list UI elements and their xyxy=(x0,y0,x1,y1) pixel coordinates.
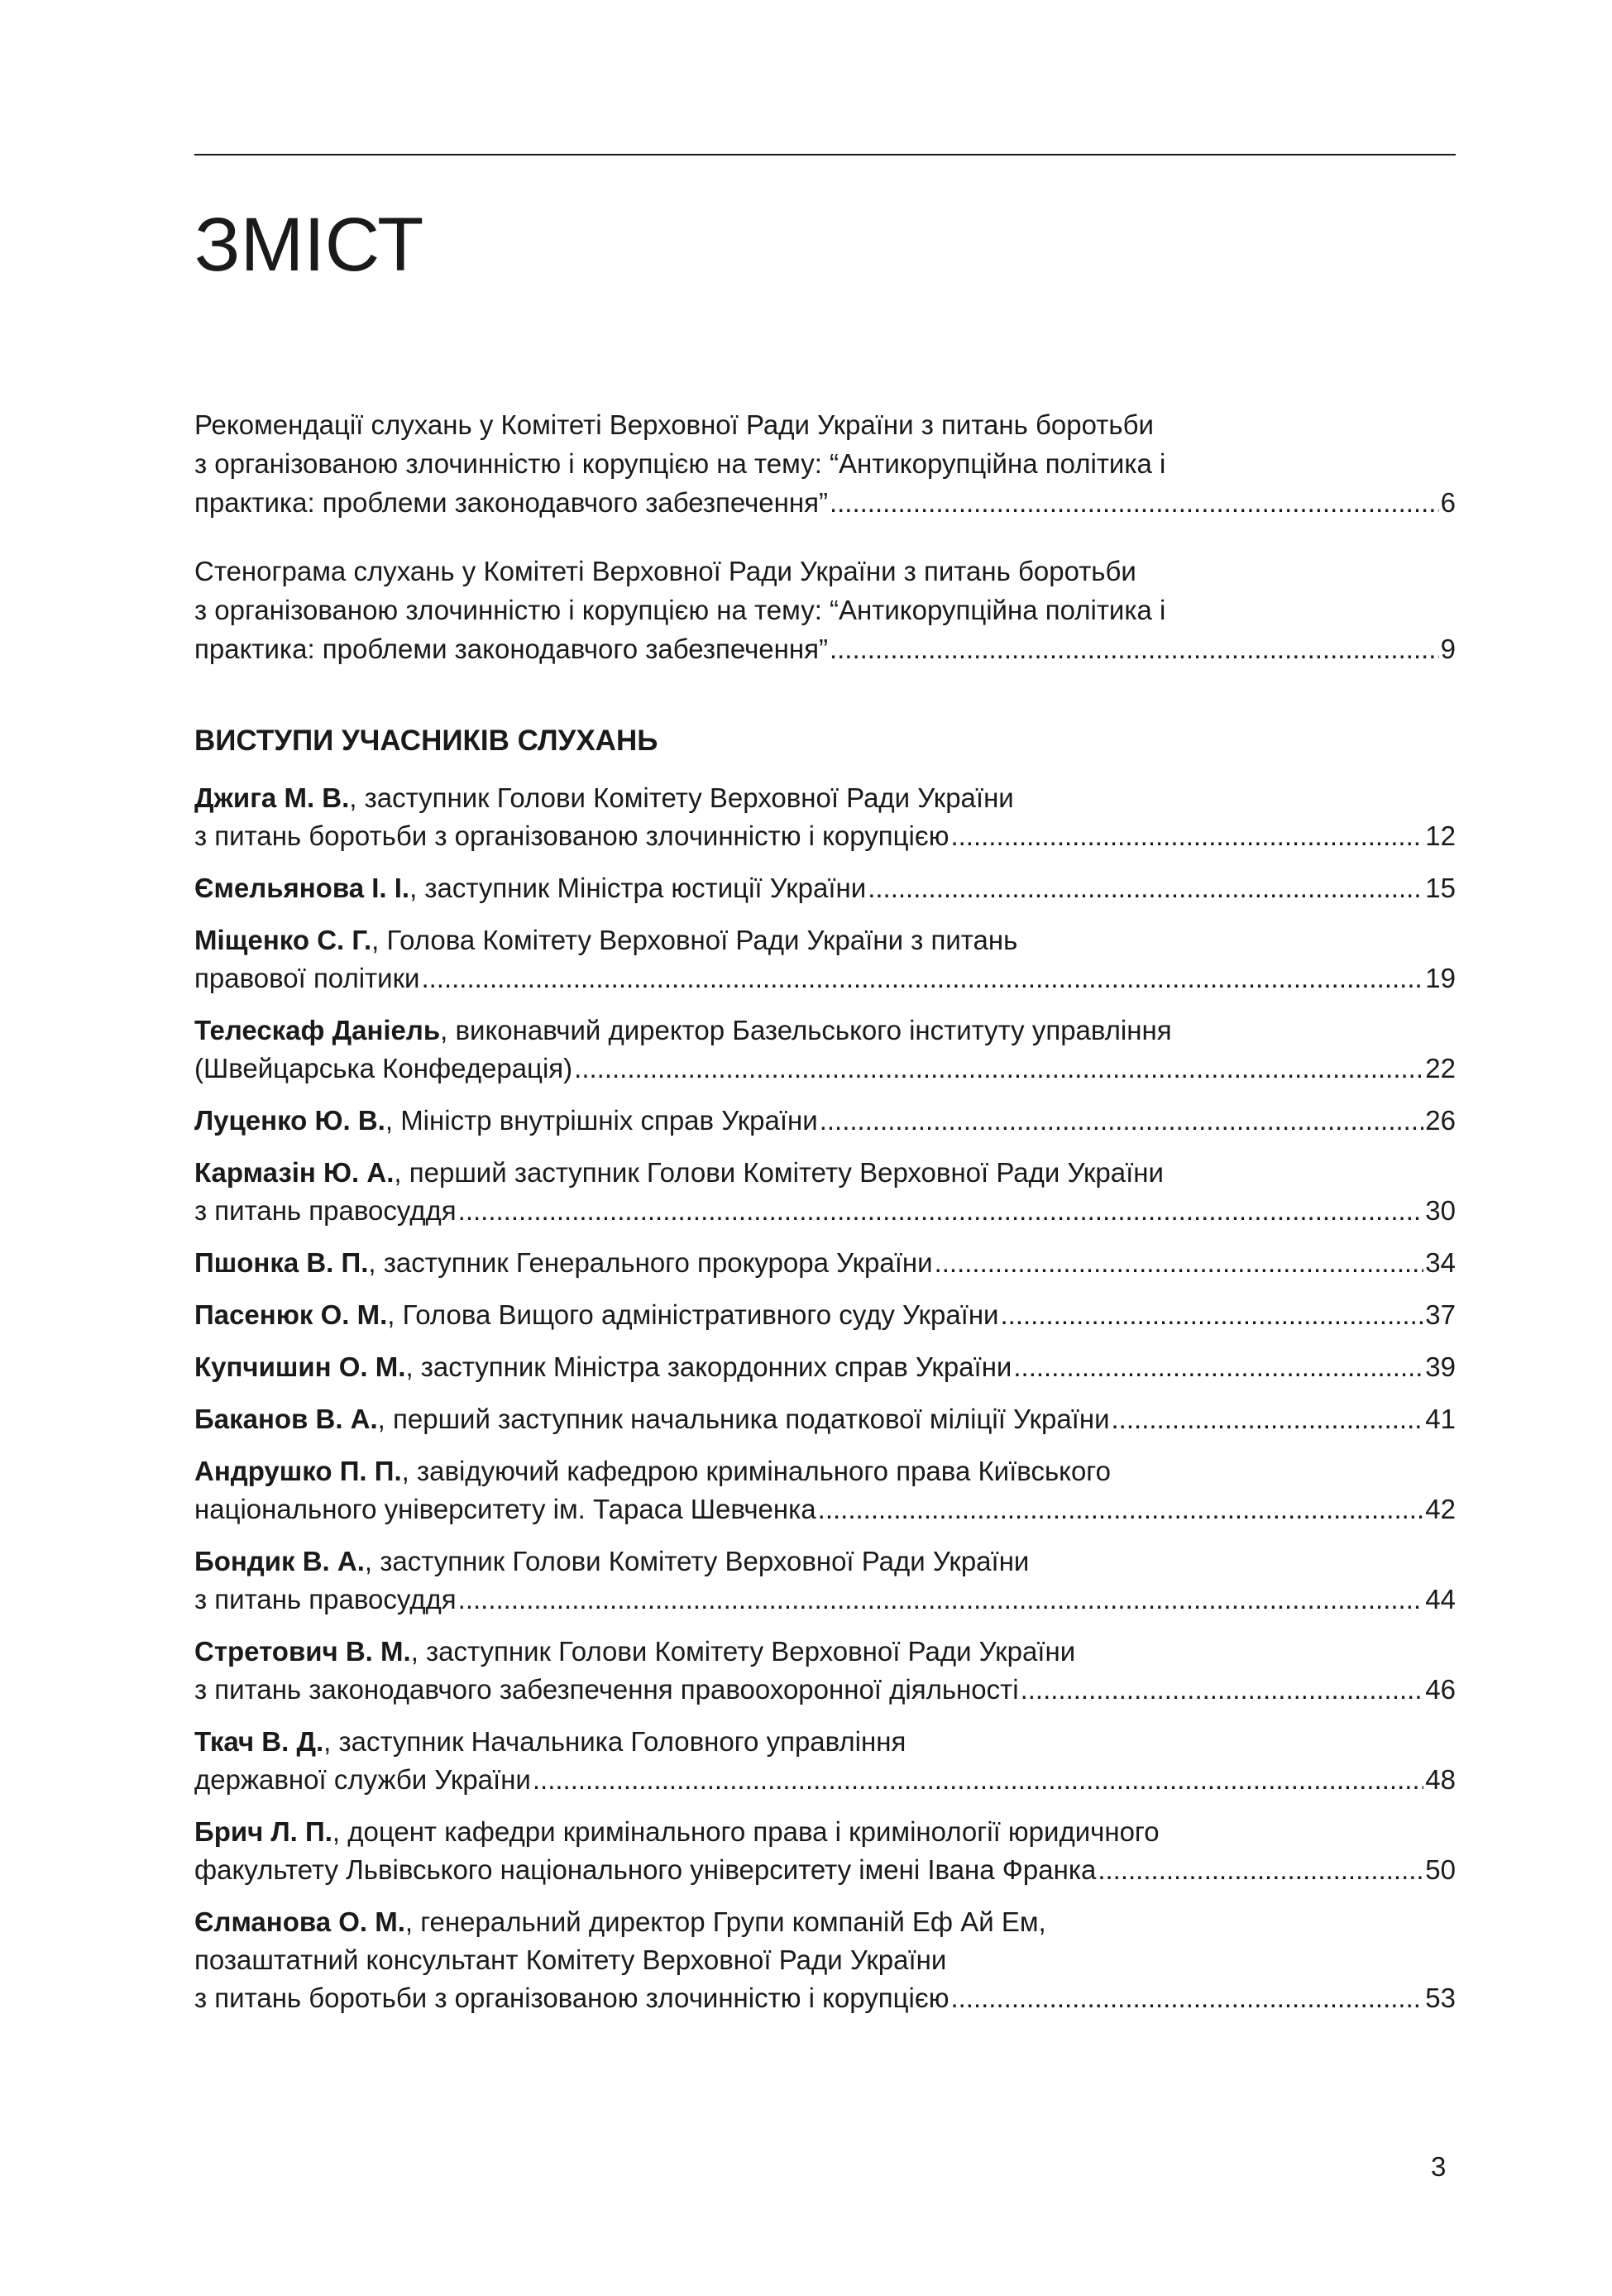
speaker-entry xyxy=(194,1154,1456,1230)
speaker-role-continued: з питань боротьби з організованою злочинністю і корупцією xyxy=(194,1983,950,2013)
dot-leader xyxy=(421,959,1423,997)
speaker-role: , перший заступник Голови Комітету Верховної Ради України xyxy=(394,1157,1164,1188)
toc-line xyxy=(194,483,1456,522)
section-heading: ВИСТУПИ УЧАСНИКІВ СЛУХАНЬ xyxy=(194,725,658,757)
toc-line xyxy=(194,1581,1456,1619)
toc-line xyxy=(194,1102,1456,1140)
toc-line xyxy=(194,1192,1456,1230)
toc-line xyxy=(194,869,1456,907)
speaker-name: Телескаф Даніель xyxy=(194,1015,441,1045)
toc-line-text xyxy=(194,1102,818,1140)
toc-line: Стенограма слухань у Комітеті Верховної Ради України з питань боротьби xyxy=(194,556,1136,586)
speaker-entry xyxy=(194,869,1456,907)
dot-leader xyxy=(818,1490,1424,1528)
speaker-name: Пшонка В. П. xyxy=(194,1247,369,1278)
speaker-role: , заступник Міністра юстиції України xyxy=(409,873,867,903)
toc-line xyxy=(194,1813,1456,1851)
dot-leader xyxy=(1098,1851,1423,1889)
dot-leader xyxy=(830,629,1439,668)
toc-line: з організованою злочинністю і корупцією на тему: “Антикорупційна політика і xyxy=(194,595,1166,625)
toc-line-text xyxy=(194,1400,1110,1438)
dot-leader xyxy=(574,1050,1423,1088)
toc-line-text xyxy=(194,1050,572,1088)
toc-page-number: 46 xyxy=(1425,1674,1456,1705)
toc-page-number: 53 xyxy=(1425,1983,1456,2013)
speaker-role: , генеральний директор Групи компаній Еф Ай Ем, xyxy=(404,1906,1046,1937)
toc-line xyxy=(194,1761,1456,1799)
dot-leader xyxy=(868,869,1423,907)
dot-leader xyxy=(950,1979,1423,2017)
speaker-name: Бондик В. А. xyxy=(194,1546,365,1576)
toc-line: Рекомендації слухань у Комітеті Верховної Ради України з питань боротьби xyxy=(194,409,1154,440)
toc-page-number: 42 xyxy=(1425,1494,1456,1524)
speaker-entry xyxy=(194,779,1456,855)
speaker-role-continued: з питань боротьби з організованою злочинністю і корупцією xyxy=(194,820,950,851)
toc-line-text xyxy=(194,1244,933,1282)
toc-line xyxy=(194,1903,1456,1941)
toc-page-number: 22 xyxy=(1425,1053,1456,1083)
toc-page-number: 12 xyxy=(1425,820,1456,851)
speaker-name: Баканов В. А. xyxy=(194,1404,378,1434)
toc-line-text xyxy=(194,1979,949,2017)
toc-line-text xyxy=(194,1671,1019,1709)
speaker-entry xyxy=(194,1903,1456,2017)
speaker-role: , заступник Міністра закордонних справ України xyxy=(405,1351,1012,1382)
toc-line xyxy=(194,1671,1456,1709)
dot-leader xyxy=(1021,1671,1424,1709)
toc-line-text xyxy=(194,1192,457,1230)
dot-leader xyxy=(830,483,1439,522)
dot-leader xyxy=(820,1102,1424,1140)
toc-line xyxy=(194,1543,1456,1581)
speaker-role-continued: державної служби України xyxy=(194,1764,531,1795)
toc-line xyxy=(194,1154,1456,1192)
speaker-entry xyxy=(194,1452,1456,1528)
speaker-name: Андрушко П. П. xyxy=(194,1456,402,1486)
toc-line xyxy=(194,921,1456,959)
speaker-name: Купчишин О. М. xyxy=(194,1351,406,1382)
speaker-entry xyxy=(194,1813,1456,1889)
toc-line-text xyxy=(194,1452,1111,1490)
toc-line-text xyxy=(194,869,866,907)
speaker-entry xyxy=(194,1723,1456,1799)
toc-page-number: 30 xyxy=(1425,1195,1456,1226)
toc-page-number: 34 xyxy=(1425,1247,1456,1278)
toc-line-text xyxy=(194,921,1017,959)
toc-line-text xyxy=(194,1813,1160,1851)
speaker-role: , заступник Голови Комітету Верховної Ради України xyxy=(410,1636,1076,1667)
toc-line xyxy=(194,1400,1456,1438)
speaker-role: , Голова Вищого адміністративного суду України xyxy=(387,1299,999,1330)
toc-line-text xyxy=(194,629,828,668)
toc-entry xyxy=(194,552,1456,668)
toc-line: з організованою злочинністю і корупцією на тему: “Антикорупційна політика і xyxy=(194,448,1166,479)
page xyxy=(194,0,1456,2296)
toc-line: позаштатний консультант Комітету Верховної Ради України xyxy=(194,1944,947,1975)
speaker-entry xyxy=(194,921,1456,997)
toc-line xyxy=(194,1348,1456,1386)
dot-leader xyxy=(1112,1400,1424,1438)
speaker-name: Луценко Ю. В. xyxy=(194,1105,385,1136)
toc-line-text xyxy=(194,817,949,855)
speaker-name: Єлманова О. М. xyxy=(194,1906,405,1937)
toc-line-text xyxy=(194,483,828,522)
speaker-role: , заступник Генерального прокурора України xyxy=(368,1247,933,1278)
toc-line-text xyxy=(194,1012,1172,1050)
toc-line-text xyxy=(194,1903,1046,1941)
speaker-entry xyxy=(194,1543,1456,1619)
toc-entry-text: практика: проблеми законодавчого забезпечення” xyxy=(194,487,828,518)
toc-line xyxy=(194,1012,1456,1050)
toc-page-number: 37 xyxy=(1425,1299,1456,1330)
speaker-name: Кармазін Ю. А. xyxy=(194,1157,395,1188)
toc-line-text xyxy=(194,1633,1075,1671)
dot-leader xyxy=(935,1244,1424,1282)
toc-line-text xyxy=(194,1348,1012,1386)
toc-line xyxy=(194,1296,1456,1334)
dot-leader xyxy=(950,817,1423,855)
toc-line xyxy=(194,1490,1456,1528)
speaker-name: Джига М. В. xyxy=(194,782,350,813)
speaker-role-continued: з питань законодавчого забезпечення правоохоронної діяльності xyxy=(194,1674,1019,1705)
toc-line-text xyxy=(194,1761,531,1799)
toc-page-number: 50 xyxy=(1425,1854,1456,1885)
speaker-role-continued: з питань правосуддя xyxy=(194,1195,457,1226)
speaker-entries xyxy=(194,779,1456,2031)
toc-line xyxy=(194,1633,1456,1671)
speaker-role: , заступник Голови Комітету Верховної Ради України xyxy=(349,782,1014,813)
toc-page-number: 15 xyxy=(1425,873,1456,903)
speaker-role-continued: з питань правосуддя xyxy=(194,1584,457,1614)
toc-line xyxy=(194,779,1456,817)
toc-page-number: 9 xyxy=(1440,634,1456,664)
toc-line-text xyxy=(194,1490,816,1528)
dot-leader xyxy=(458,1581,1424,1619)
speaker-name: Стретович В. М. xyxy=(194,1636,411,1667)
speaker-entry xyxy=(194,1400,1456,1438)
intro-entries xyxy=(194,405,1456,698)
toc-line xyxy=(194,1452,1456,1490)
dot-leader xyxy=(1001,1296,1424,1334)
toc-page-number: 19 xyxy=(1425,963,1456,993)
toc-line-text xyxy=(194,1723,906,1761)
speaker-role: , виконавчий директор Базельського інституту управління xyxy=(440,1015,1172,1045)
speaker-entry xyxy=(194,1633,1456,1709)
dot-leader xyxy=(1013,1348,1423,1386)
toc-entry xyxy=(194,405,1456,522)
speaker-role-continued: правової політики xyxy=(194,963,420,993)
speaker-entry xyxy=(194,1348,1456,1386)
speaker-name: Брич Л. П. xyxy=(194,1816,332,1847)
toc-line xyxy=(194,1050,1456,1088)
toc-line xyxy=(194,1851,1456,1889)
speaker-name: Ткач В. Д. xyxy=(194,1726,324,1757)
toc-line-text xyxy=(194,1154,1164,1192)
toc-line-text xyxy=(194,959,419,997)
speaker-entry xyxy=(194,1244,1456,1282)
speaker-role: , заступник Начальника Головного управління xyxy=(323,1726,906,1757)
speaker-role: , Голова Комітету Верховної Ради України з питань xyxy=(371,925,1018,955)
speaker-entry xyxy=(194,1012,1456,1088)
toc-line-text xyxy=(194,779,1014,817)
speaker-name: Ємельянова І. І. xyxy=(194,873,410,903)
speaker-entry xyxy=(194,1102,1456,1140)
toc-entry-text: практика: проблеми законодавчого забезпечення” xyxy=(194,634,828,664)
speaker-role: , завідуючий кафедрою кримінального права Київського xyxy=(401,1456,1111,1486)
toc-line-text xyxy=(194,1543,1029,1581)
toc-line-text xyxy=(194,1581,457,1619)
speaker-role: , заступник Голови Комітету Верховної Ради України xyxy=(364,1546,1030,1576)
toc-page-number: 6 xyxy=(1440,487,1456,518)
toc-page-number: 26 xyxy=(1425,1105,1456,1136)
speaker-role-continued: факультету Львівського національного університету імені Івана Франка xyxy=(194,1854,1097,1885)
page-number: 3 xyxy=(1431,2151,1447,2182)
toc-page-number: 41 xyxy=(1425,1404,1456,1434)
speaker-name: Міщенко С. Г. xyxy=(194,925,372,955)
toc-page-number: 39 xyxy=(1425,1351,1456,1382)
dot-leader xyxy=(533,1761,1423,1799)
toc-line-text xyxy=(194,1296,999,1334)
toc-line xyxy=(194,1244,1456,1282)
toc-page-number: 44 xyxy=(1425,1584,1456,1614)
toc-line xyxy=(194,629,1456,668)
page-title: ЗМІСТ xyxy=(194,203,424,287)
speaker-role: , Міністр внутрішніх справ України xyxy=(385,1105,818,1136)
speaker-entry xyxy=(194,1296,1456,1334)
speaker-role: , перший заступник начальника податкової міліції України xyxy=(377,1404,1110,1434)
speaker-role-continued: національного університету ім. Тараса Шевченка xyxy=(194,1494,816,1524)
toc-line xyxy=(194,1723,1456,1761)
top-rule xyxy=(194,154,1456,155)
toc-line xyxy=(194,817,1456,855)
toc-page-number: 48 xyxy=(1425,1764,1456,1795)
speaker-role: , доцент кафедри кримінального права і кримінології юридичного xyxy=(332,1816,1160,1847)
speaker-role-continued: (Швейцарська Конфедерація) xyxy=(194,1053,573,1083)
toc-line xyxy=(194,1979,1456,2017)
toc-line-text xyxy=(194,1851,1096,1889)
speaker-name: Пасенюк О. М. xyxy=(194,1299,388,1330)
dot-leader xyxy=(458,1192,1424,1230)
toc-line xyxy=(194,959,1456,997)
